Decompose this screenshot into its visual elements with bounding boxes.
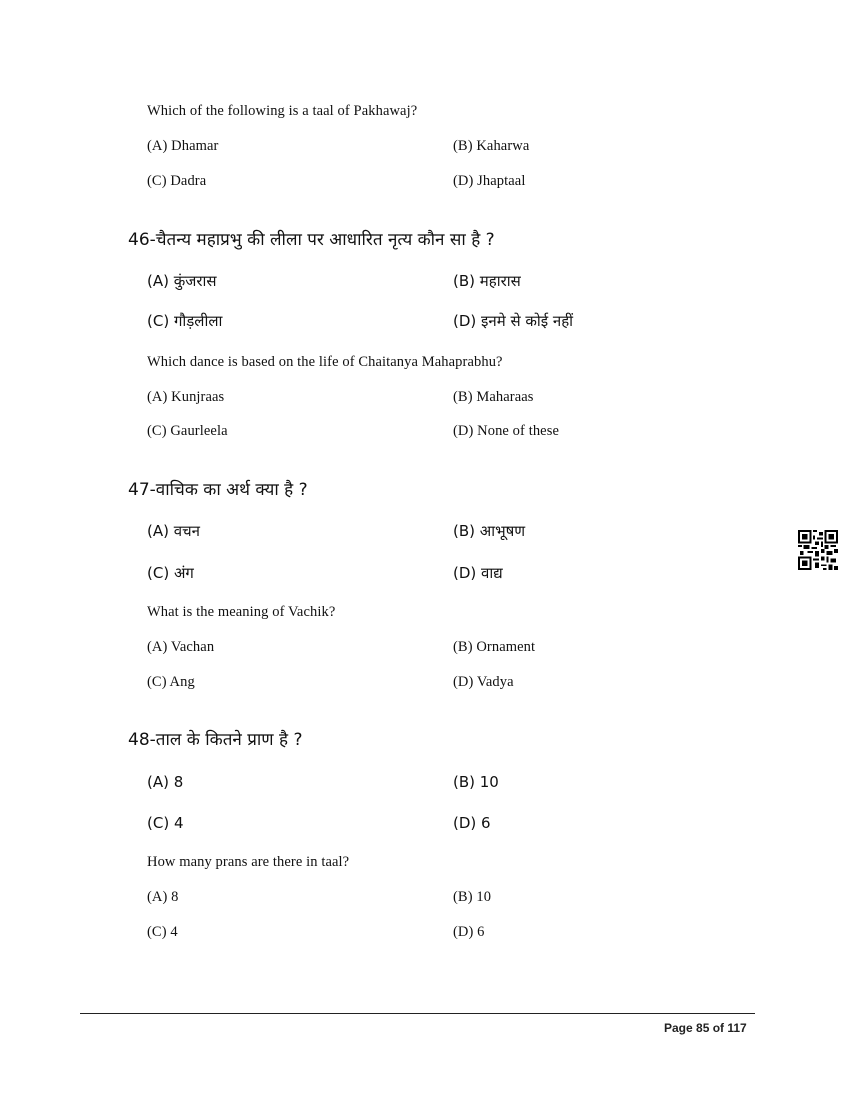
question-text: What is the meaning of Vachik? bbox=[147, 604, 336, 620]
option-b: (B) आभूषण bbox=[453, 522, 526, 540]
option-b: (B) Maharaas bbox=[453, 389, 534, 405]
option-b: (B) Ornament bbox=[453, 639, 536, 655]
option-d: (D) None of these bbox=[453, 423, 559, 439]
page-number: Page 85 of 117 bbox=[664, 1021, 747, 1035]
option-c: (C) 4 bbox=[147, 814, 184, 832]
option-b: (B) 10 bbox=[453, 773, 499, 791]
question-text: How many prans are there in taal? bbox=[147, 854, 350, 870]
option-a: (A) कुंजरास bbox=[147, 272, 217, 290]
option-d: (D) वाद्य bbox=[453, 564, 503, 582]
option-c: (C) Gaurleela bbox=[147, 423, 228, 439]
option-b: (B) महारास bbox=[453, 272, 521, 290]
question-text: Which of the following is a taal of Pakhawaj? bbox=[147, 103, 418, 119]
option-a: (A) Vachan bbox=[147, 639, 215, 655]
option-a: (A) वचन bbox=[147, 522, 200, 540]
option-d: (D) Vadya bbox=[453, 674, 514, 690]
question-text: 47-वाचिक का अर्थ क्या है ? bbox=[128, 480, 308, 500]
option-b: (B) 10 bbox=[453, 889, 492, 905]
question-text: 48-ताल के कितने प्राण है ? bbox=[128, 730, 303, 750]
option-c: (C) गौड़लीला bbox=[147, 312, 223, 330]
option-a: (A) 8 bbox=[147, 889, 179, 905]
option-d: (D) इनमे से कोई नहीं bbox=[453, 312, 574, 330]
option-c: (C) Dadra bbox=[147, 173, 207, 189]
option-d: (D) Jhaptaal bbox=[453, 173, 526, 189]
question-text: 46-चैतन्य महाप्रभु की लीला पर आधारित नृत्य कौन सा है ? bbox=[128, 230, 495, 250]
option-d: (D) 6 bbox=[453, 814, 491, 832]
qr-code-icon bbox=[798, 530, 838, 570]
option-c: (C) अंग bbox=[147, 564, 194, 582]
footer-rule bbox=[80, 1013, 755, 1014]
question-text: Which dance is based on the life of Chaitanya Mahaprabhu? bbox=[147, 354, 503, 370]
option-a: (A) Kunjraas bbox=[147, 389, 225, 405]
option-c: (C) 4 bbox=[147, 924, 178, 940]
option-b: (B) Kaharwa bbox=[453, 138, 530, 154]
option-a: (A) 8 bbox=[147, 773, 184, 791]
option-d: (D) 6 bbox=[453, 924, 485, 940]
option-c: (C) Ang bbox=[147, 674, 195, 690]
option-a: (A) Dhamar bbox=[147, 138, 219, 154]
